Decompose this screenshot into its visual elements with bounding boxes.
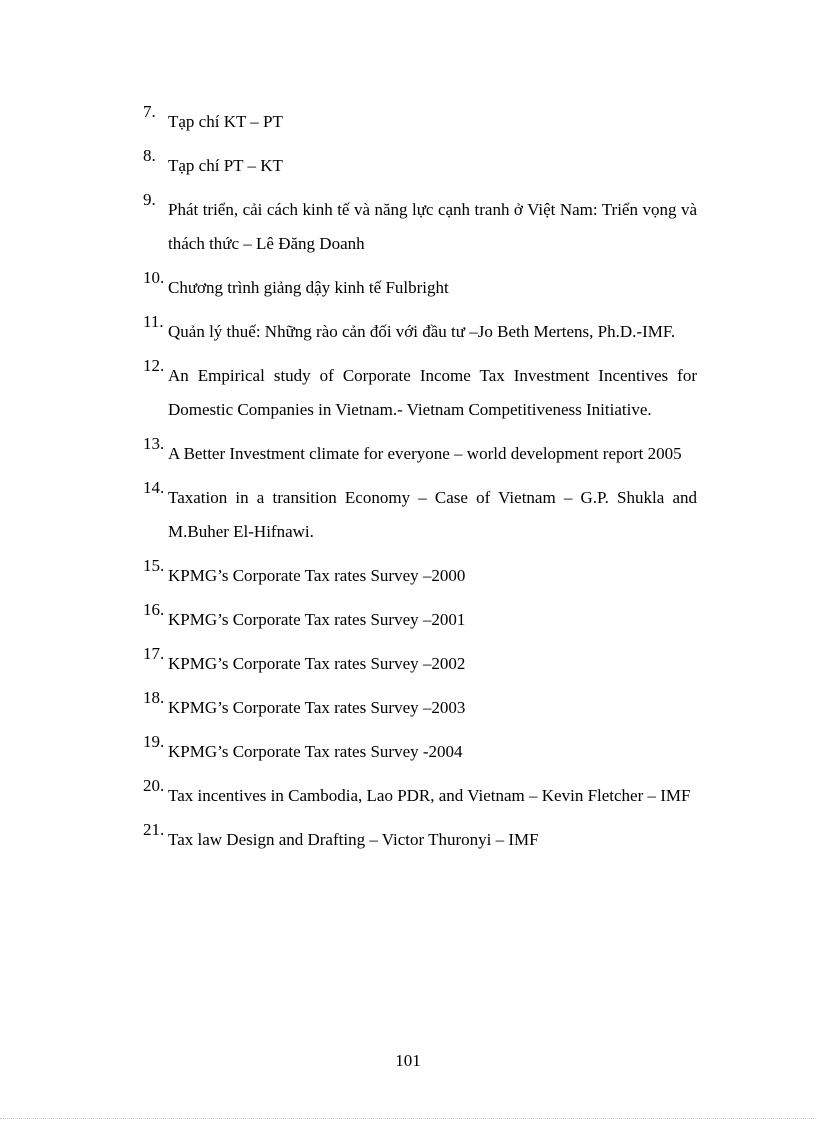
- reference-item: [143, 190, 697, 261]
- reference-item: [143, 556, 697, 593]
- reference-text: Tạp chí KT – PT: [168, 112, 283, 131]
- reference-number: 10.: [143, 268, 165, 287]
- reference-text: KPMG’s Corporate Tax rates Survey –2000: [168, 566, 466, 585]
- reference-number: 16.: [143, 600, 165, 619]
- reference-number: 11.: [143, 312, 164, 331]
- reference-number: 7.: [143, 102, 156, 121]
- reference-text: KPMG’s Corporate Tax rates Survey –2003: [168, 698, 466, 717]
- reference-item: [143, 102, 697, 139]
- reference-number: 15.: [143, 556, 165, 575]
- reference-text: KPMG’s Corporate Tax rates Survey –2002: [168, 654, 466, 673]
- reference-item: [143, 146, 697, 183]
- reference-item: [143, 776, 697, 813]
- reference-item: [143, 478, 697, 549]
- reference-text: Chương trình giảng dậy kinh tế Fulbright: [168, 278, 449, 297]
- page-number: 101: [395, 1051, 421, 1070]
- reference-list: [143, 102, 697, 864]
- reference-text: Tạp chí PT – KT: [168, 156, 283, 175]
- reference-number: 21.: [143, 820, 165, 839]
- reference-text: Tax law Design and Drafting – Victor Thuronyi – IMF: [168, 830, 539, 849]
- reference-number: 19.: [143, 732, 165, 751]
- reference-text: KPMG’s Corporate Tax rates Survey -2004: [168, 742, 463, 761]
- reference-item: [143, 434, 697, 471]
- reference-text: Quản lý thuế: Những rào cản đối với đầu tư –Jo Beth Mertens, Ph.D.-IMF.: [168, 322, 676, 341]
- page-bottom-divider: [0, 1118, 816, 1119]
- reference-number: 20.: [143, 776, 165, 795]
- reference-item: [143, 356, 697, 427]
- reference-item: [143, 600, 697, 637]
- reference-item: [143, 312, 697, 349]
- reference-number: 13.: [143, 434, 165, 453]
- reference-item: [143, 732, 697, 769]
- reference-text: An Empirical study of Corporate Income Tax Investment Incentives for Domestic Companies in Vietnam.- Vietnam Competitiveness Initiative.: [168, 366, 697, 419]
- reference-item: [143, 644, 697, 681]
- reference-number: 12.: [143, 356, 165, 375]
- reference-number: 9.: [143, 190, 156, 209]
- reference-text: Phát triển, cải cách kinh tế và năng lực cạnh tranh ở Việt Nam: Triển vọng và thách thức – Lê Đăng Doanh: [168, 200, 697, 253]
- reference-item: [143, 820, 697, 857]
- reference-number: 17.: [143, 644, 165, 663]
- reference-item: [143, 268, 697, 305]
- reference-text: A Better Investment climate for everyone – world development report 2005: [168, 444, 682, 463]
- reference-text: Taxation in a transition Economy – Case of Vietnam – G.P. Shukla and M.Buher El-Hifnawi.: [168, 488, 697, 541]
- reference-number: 14.: [143, 478, 165, 497]
- reference-number: 8.: [143, 146, 156, 165]
- reference-number: 18.: [143, 688, 165, 707]
- reference-text: Tax incentives in Cambodia, Lao PDR, and Vietnam – Kevin Fletcher – IMF: [168, 786, 691, 805]
- reference-item: [143, 688, 697, 725]
- reference-text: KPMG’s Corporate Tax rates Survey –2001: [168, 610, 466, 629]
